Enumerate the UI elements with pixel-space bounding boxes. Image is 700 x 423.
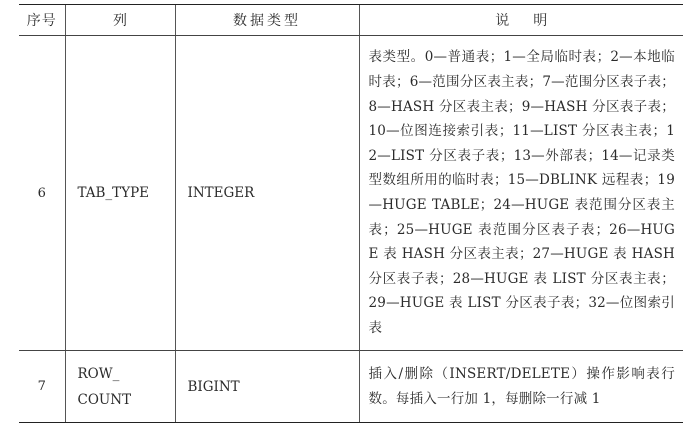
header-seq: 序号 <box>19 5 65 36</box>
cell-seq: 7 <box>19 351 65 423</box>
header-data-type: 数据类型 <box>175 5 359 36</box>
cell-column: TAB_TYPE <box>65 36 175 351</box>
header-description: 说明 <box>359 5 683 36</box>
column-name-part-2: COUNT <box>77 391 132 408</box>
table-row <box>19 351 683 423</box>
cell-seq: 6 <box>19 36 65 351</box>
table-header-row <box>19 5 683 36</box>
column-name-part-1: ROW_ <box>77 365 120 382</box>
data-dictionary-table <box>19 4 683 423</box>
header-column: 列 <box>65 5 175 36</box>
cell-data-type: BIGINT <box>175 351 359 423</box>
cell-column <box>65 351 175 423</box>
cell-data-type: INTEGER <box>175 36 359 351</box>
cell-description: 表类型。0—普通表；1—全局临时表；2—本地临时表；6—范围分区表主表；7—范围分区表子表；8—HASH 分区表主表；9—HASH 分区表子表；10—位图连接索引表；11—LIST 分区表主表；12—LIST 分区表子表；13—外部表；14—记录类型数组所用的临时表；15—DBLINK 远程表；19—HUGE TABLE；24—HUGE 表范围分区表主表；25—HUGE 表范围分区表子表；26—HUGE 表 HASH 分区表主表；27—HUGE 表 HASH 分区表子表；28—HUGE 表 LIST 分区表主表；29—HUGE 表 LIST 分区表子表；32—位图索引表 <box>359 36 683 351</box>
table-row <box>19 36 683 351</box>
cell-description: 插入/删除（INSERT/DELETE）操作影响表行数。每插入一行加 1，每删除一行减 1 <box>359 351 683 423</box>
